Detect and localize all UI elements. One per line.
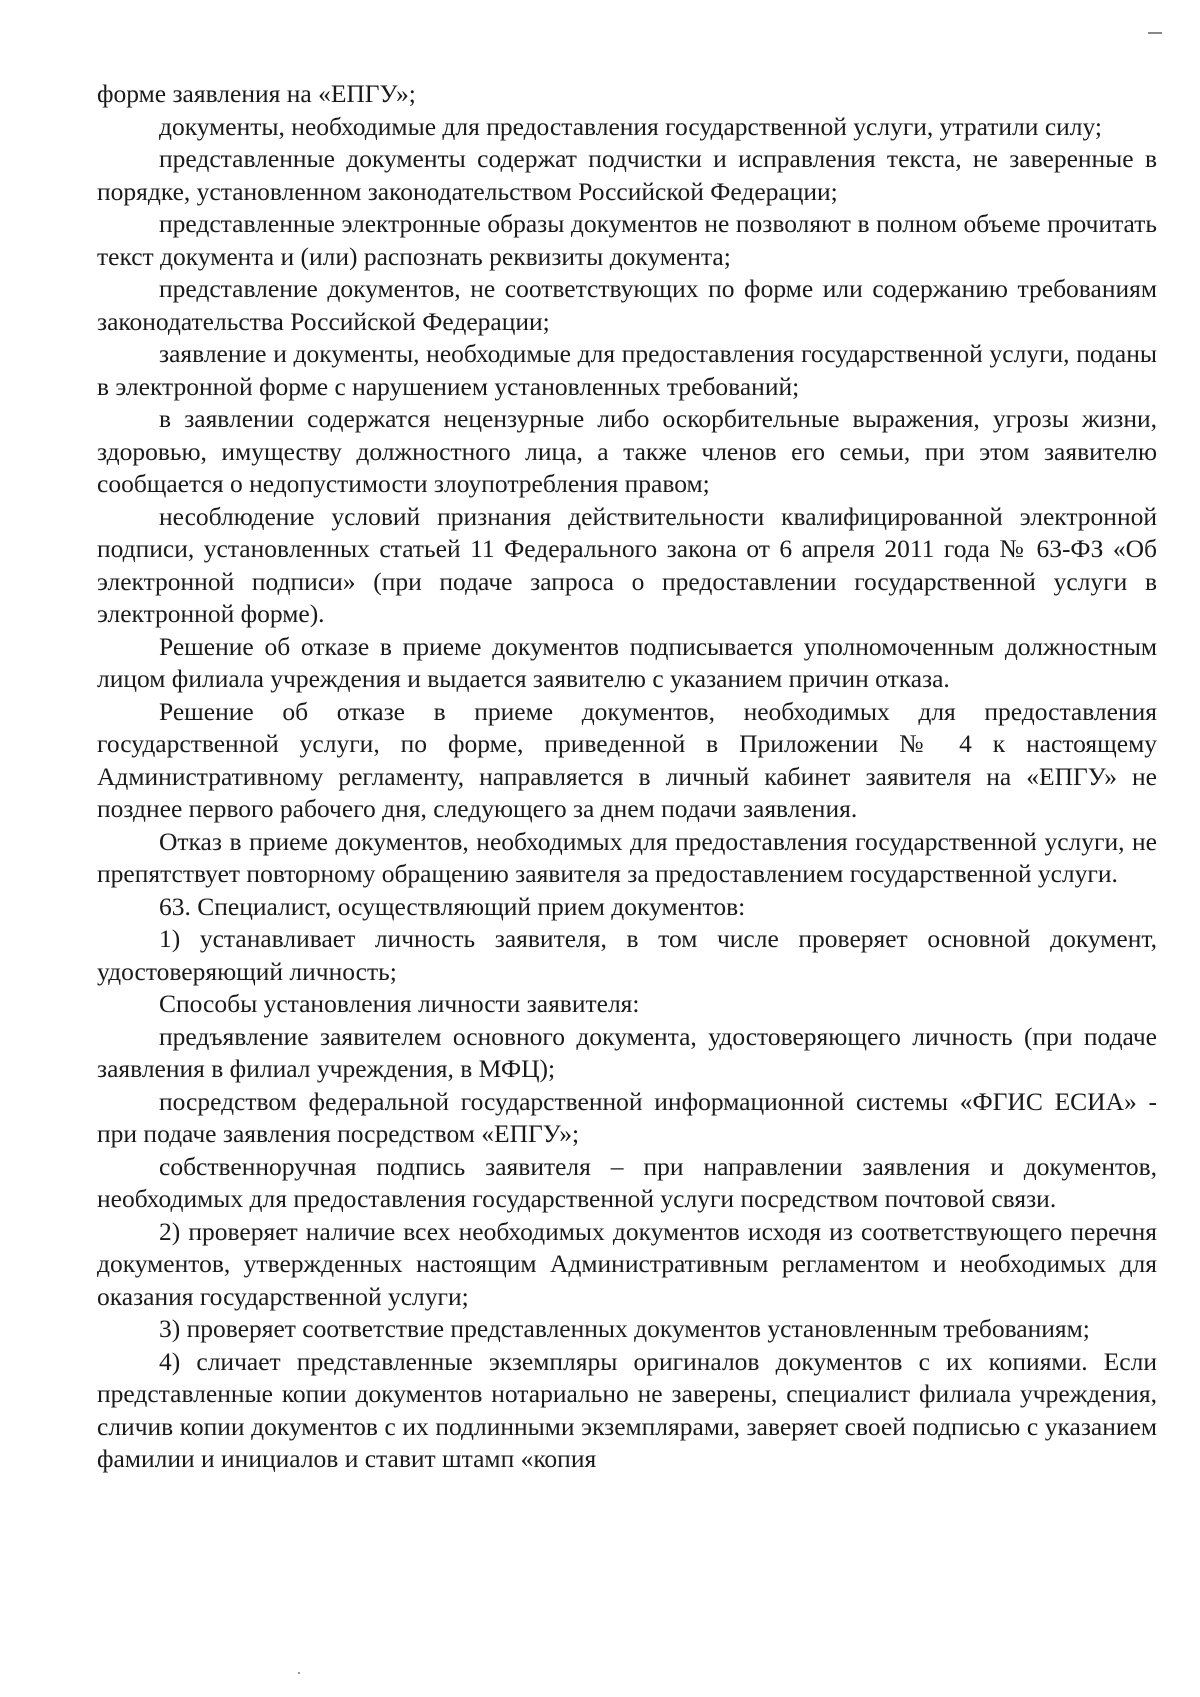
- scan-dot: [298, 1672, 300, 1674]
- paragraph: Решение об отказе в приеме документов, необходимых для предоставления государственной услуги, по форме, приведенной в Приложении № 4 к настоящему Административному регламенту, направляется в личный кабинет заявителя на «ЕПГУ» не позднее первого рабочего дня, следующего за днем подачи заявления.: [97, 696, 1157, 823]
- paragraph: посредством федеральной государственной информационной системы «ФГИС ЕСИА» - при подаче заявления посредством «ЕПГУ»;: [97, 1086, 1157, 1148]
- paragraph: Решение об отказе в приеме документов подписывается уполномоченным должностным лицом филиала учреждения и выдается заявителю с указанием причин отказа.: [97, 631, 1157, 693]
- paragraph: форме заявления на «ЕПГУ»;: [97, 79, 416, 108]
- paragraph: документы, необходимые для предоставления государственной услуги, утратили силу;: [159, 111, 1103, 141]
- paragraph: 1) устанавливает личность заявителя, в том числе проверяет основной документ, удостоверяющий личность;: [97, 924, 1157, 986]
- scan-mark: [1148, 32, 1162, 34]
- paragraph: 3) проверяет соответствие представленных документов установленным требованиям;: [159, 1314, 1090, 1343]
- paragraph: Отказ в приеме документов, необходимых для предоставления государственной услуги, не препятствует повторному обращению заявителя за предоставлением государственной услуги.: [97, 826, 1157, 888]
- paragraph: представленные документы содержат подчистки и исправления текста, не заверенные в порядке, установленном законодательством Российской Федерации;: [97, 144, 1157, 206]
- paragraph: представленные электронные образы документов не позволяют в полном объеме прочитать текст документа и (или) распознать реквизиты документа;: [97, 209, 1157, 271]
- paragraph: 2) проверяет наличие всех необходимых документов исходя из соответствующего перечня документов, утвержденных настоящим Административным регламентом и необходимых для оказания государственной услуги;: [97, 1216, 1157, 1311]
- paragraph: в заявлении содержатся нецензурные либо оскорбительные выражения, угрозы жизни, здоровью, имуществу должностного лица, а также членов его семьи, при этом заявителю сообщается о недопустимости злоупотребления правом;: [97, 404, 1157, 498]
- paragraph: Способы установления личности заявителя:: [159, 989, 640, 1018]
- document-body: [97, 78, 1157, 1476]
- paragraph: несоблюдение условий признания действительности квалифицированной электронной подписи, установленных статьей 11 Федерального закона от 6 апреля 2011 года № 63-ФЗ «Об электронной подписи» (при подаче запроса о предоставлении государственной услуги в электронной форме).: [97, 501, 1157, 628]
- paragraph: заявление и документы, необходимые для предоставления государственной услуги, поданы в электронной форме с нарушением установленных требований;: [97, 339, 1157, 401]
- paragraph: собственноручная подпись заявителя – при направлении заявления и документов, необходимых для предоставления государственной услуги посредством почтовой связи.: [97, 1151, 1157, 1213]
- paragraph: 4) сличает представленные экземпляры оригиналов документов с их копиями. Если представленные копии документов нотариально не заверены, специалист филиала учреждения, сличив копии документов с их подлинными экземплярами, заверяет своей подписью с указанием фамилии и инициалов и ставит штамп «копия: [97, 1346, 1157, 1473]
- paragraph: представление документов, не соответствующих по форме или содержанию требованиям законодательства Российской Федерации;: [97, 274, 1157, 336]
- paragraph: 63. Специалист, осуществляющий прием документов:: [159, 891, 746, 921]
- paragraph: предъявление заявителем основного документа, удостоверяющего личность (при подаче заявления в филиал учреждения, в МФЦ);: [97, 1021, 1157, 1083]
